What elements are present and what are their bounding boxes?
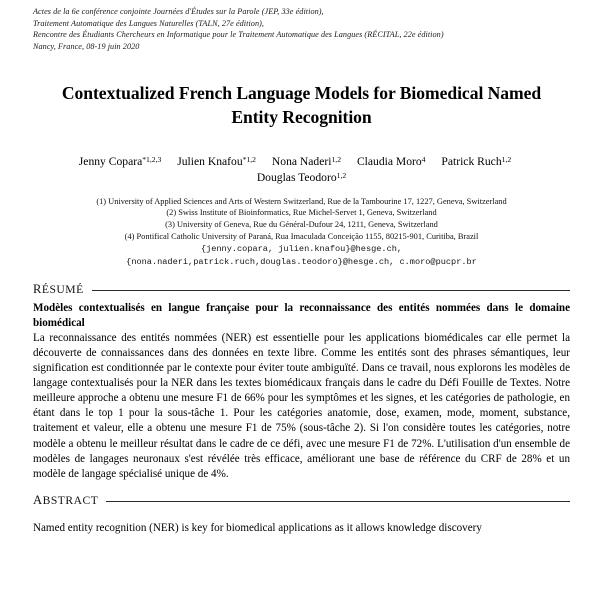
contact-emails [33,243,570,268]
venue-header [33,6,570,53]
author-affiliation-marks: 1,2 [331,154,342,164]
affiliation-list [33,196,570,242]
affiliation-item: (1) University of Applied Sciences and Arts of Western Switzerland, Rue de la Tambourine 17, 1227, Geneva, Switzerland [96,196,507,206]
abstract-heading-label: ABSTRACT [33,492,99,507]
abstract-heading-rule [106,501,570,502]
resume-body: La reconnaissance des entités nommées (NER) est essentielle pour les applications biomédicales car elle permet la découverte de connaissances dans des données en texte libre. Comme les entités sont des phrases sémantiques, leur signification est conditionnée par le contexte pour éviter toute ambiguïté. Dans ce travail, nous explorons les modèles de langage contextualisés pour la NER dans les textes biomédicaux français dans le cadre du Défi Fouille de Textes. Notre meilleure approche a obtenu une mesure F1 de 66% pour les symptômes et les signes, et les catégories de pathologie, en étant dans le top 1 pour la sous-tâche 1. Pour les catégories anatomie, dose, examen, mode, moment, substance, traitement et valeur, elle a obtenu une mesure F1 de 75% (sous-tâche 2). Si l'on considère toutes les catégories, notre modèle a obtenu le meilleur résultat dans le cadre de ce défi, avec une mesure F1 de 72%. L'utilisation d'un ensemble de modèles de langages neuronaux s'est révélée très efficace, améliorant une base de référence du CRF de 28% et un modèle de langage spécialisé unique de 4%. [33,332,570,480]
email-line: {nona.naderi,patrick.ruch,douglas.teodoro}@hesge.ch, c.moro@pucpr.br [126,256,477,267]
affiliation-item: (2) Swiss Institute of Bioinformatics, Rue Michel-Servet 1, Geneva, Switzerland [166,208,437,218]
author-entry [354,155,425,168]
resume-heading-label: RÉSUMÉ [33,282,84,296]
author-affiliation-marks: *1,2,3 [142,154,162,164]
author-name: Julien Knafou [177,154,243,168]
affiliation-item: (3) University of Geneva, Rue du Général-Dufour 24, 1211, Geneva, Switzerland [165,220,438,229]
venue-line-1: Actes de la 6e conférence conjointe Journées d'Études sur la Parole (JEP, 33e édition), [33,7,324,16]
email-line: {jenny.copara, julien.knafou}@hesge.ch, [200,244,403,255]
author-name: Jenny Copara [78,154,143,168]
author-entry [439,155,512,168]
resume-subtitle: Modèles contextualisés en langue française pour la reconnaissance des entités nommées dans le domaine biomédical [33,302,570,329]
affiliation-item: (4) Pontifical Catholic University of Paraná, Rua Imaculada Conceição 1155, 80215-901, Curitiba, Brazil [124,231,479,241]
author-name: Patrick Ruch [441,154,502,168]
author-affiliation-marks: *1,2 [242,154,256,164]
venue-line-3: Rencontre des Étudiants Chercheurs en Informatique pour le Traitement Automatique des Langues (RÉCITAL, 22e édition) [33,30,444,40]
resume-heading-rule [92,290,570,291]
author-name: Douglas Teodoro [256,171,337,185]
author-entry [257,171,346,184]
author-entry [174,155,256,168]
venue-line-2: Traitement Automatique des Langues Naturelles (TALN, 27e édition), [33,18,265,28]
author-name: Claudia Moro [356,154,422,168]
venue-line-4: Nancy, France, 08-19 juin 2020 [33,42,140,52]
author-entry [79,155,162,168]
author-name: Nona Naderi [271,154,332,168]
paper-title: Contextualized French Language Models for Biomedical Named Entity Recognition [61,82,542,127]
author-affiliation-marks: 1,2 [501,154,512,164]
author-list [33,154,570,187]
author-affiliation-marks: 4 [421,154,426,164]
resume-section-header [33,282,570,297]
abstract-section-header [33,493,570,508]
author-affiliation-marks: 1,2 [336,171,347,181]
abstract-body: Named entity recognition (NER) is key for biomedical applications as it allows knowledge discovery [33,521,482,534]
author-entry [269,155,341,168]
